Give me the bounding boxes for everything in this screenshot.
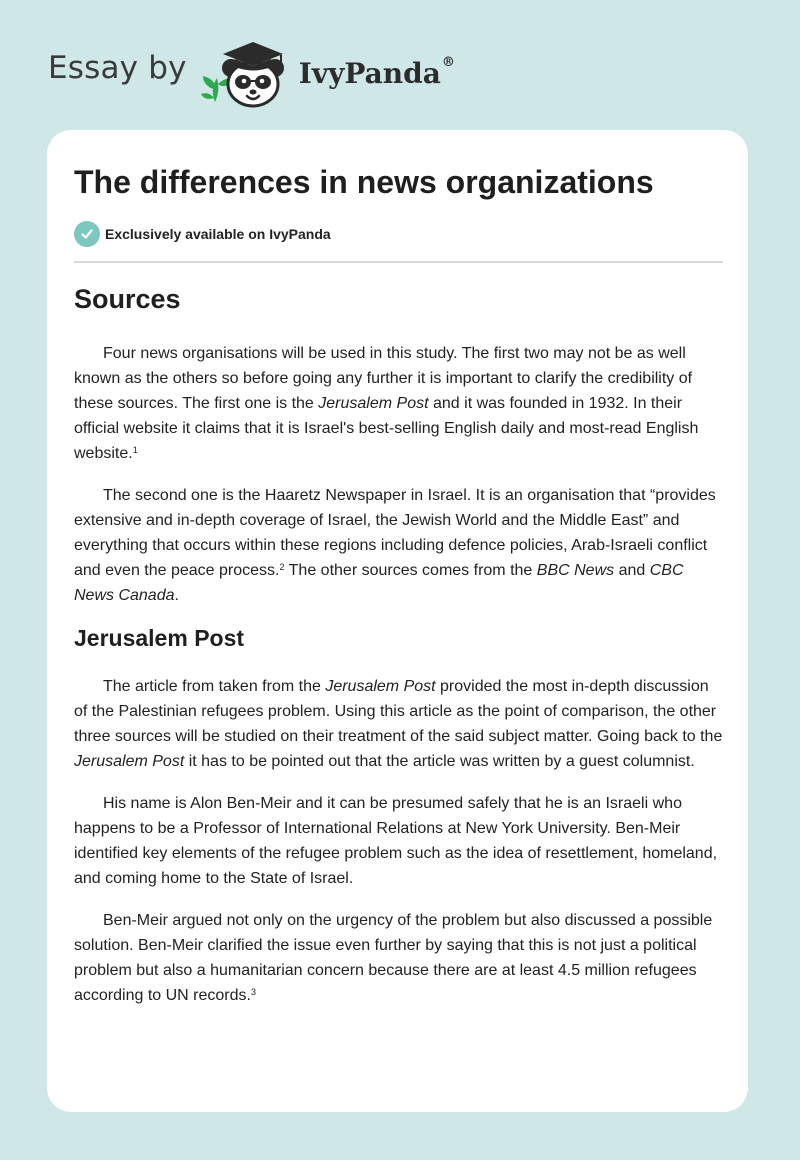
article-body [74,284,723,1025]
text-run: . [174,587,179,604]
footnote-ref[interactable]: 1 [132,445,138,455]
text-run: The article from taken from the [103,678,326,695]
text-run: The second one is the Haaretz Newspaper in Israel. It is an organisation that “provides extensive and in-depth coverage of Israel, the Jewish World and the Middle East” and everything that occurs within these regions including defence policies, Arab-Israeli conflict and even the peace process. [74,487,716,579]
check-badge-icon [74,221,100,247]
paragraph [74,483,723,608]
check-icon [80,227,94,241]
italic-text: Jerusalem Post [74,753,185,770]
site-header [48,34,548,110]
footnote-ref[interactable]: 3 [250,987,256,997]
text-run: and it was founded in 1932. In their official website it claims that it is Israel's best-selling English daily and most-read English website. [74,395,699,462]
page-title: The differences in news organizations [74,164,654,200]
text-run: and [614,562,650,579]
text-run: His name is Alon Ben-Meir and it can be presumed safely that he is an Israeli who happens to be a Professor of International Relations at New York University. Ben-Meir identified key elements of the refugee problem such as the idea of resettlement, homeland, and coming home to the State of Israel. [74,795,718,887]
essay-card [47,130,748,1112]
text-run: The other sources comes from the [284,562,537,579]
paragraph [74,674,723,774]
italic-text: CBC News Canada [74,562,684,604]
text-run: Four news organisations will be used in this study. The first two may not be as well known as the others so before going any further it is important to clarify the credibility of these sources. The first one is the [74,345,693,412]
footnote-ref[interactable]: 2 [279,562,285,572]
panda-logo-icon[interactable] [201,34,295,110]
text-run: Ben-Meir argued not only on the urgency of the problem but also discussed a possible solution. Ben-Meir clarified the issue even further by saying that this is not just a political problem but also a humanitarian concern because there are at least 4.5 million refugees according to UN records. [74,912,713,1004]
paragraph [74,908,723,1008]
text-run: provided the most in-depth discussion of the Palestinian refugees problem. Using this article as the point of comparison, the other three sources will be studied on their treatment of the said subject matter. Going back to the [74,678,723,745]
text-run: it has to be pointed out that the article was written by a guest columnist. [184,753,695,770]
brand-name-text: IvyPanda [298,56,441,90]
italic-text: Jerusalem Post [318,395,429,412]
title-divider [74,261,723,263]
section-heading: Jerusalem Post [74,625,245,651]
section-heading: Sources [74,284,181,314]
brand-prefix: Essay by [48,50,187,86]
italic-text: BBC News [536,562,615,579]
registered-mark: ® [441,54,455,70]
paragraph [74,341,723,466]
paragraph [74,791,723,891]
exclusive-label: Exclusively available on IvyPanda [105,226,331,242]
italic-text: Jerusalem Post [325,678,436,695]
exclusive-notice [74,221,331,247]
brand-name[interactable] [298,54,455,90]
